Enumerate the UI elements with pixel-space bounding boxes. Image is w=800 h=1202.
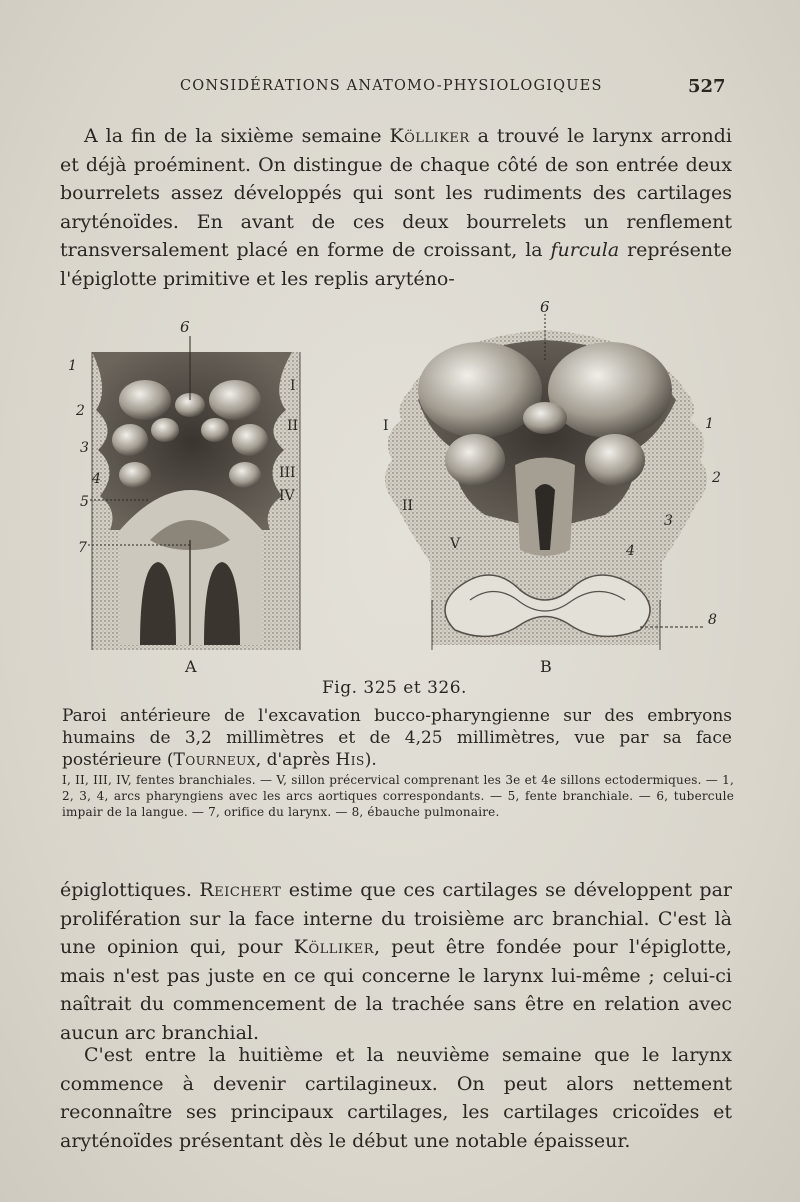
paragraph-3: C'est entre la huitième et la neuvième semaine que le larynx commence à devenir cartilagineux. On peut alors nettement reconnaître ses principaux cartilages, les cartilages cricoïdes et aryténoïdes présentant dès le début une notable épaisseur.: [60, 1044, 732, 1152]
paragraph-2: [60, 876, 732, 1048]
label-b-3: 3: [664, 513, 673, 529]
author-name: Kölliker: [389, 125, 470, 147]
label-a-4: 4: [92, 471, 101, 487]
panel-a-label: A: [185, 657, 197, 676]
author-reichert: Reichert: [199, 879, 282, 901]
label-b-roman-5: V: [450, 536, 461, 552]
label-a-6: 6: [180, 318, 190, 336]
label-a-1: 1: [68, 358, 77, 374]
label-b-roman-2: II: [402, 498, 414, 514]
caption-text-a: Paroi antérieure de l'excavation bucco-pharyngienne sur des embryons humains de 3,2 millimètres et de 4,25 millimètres, vue par sa face postérieure (: [62, 706, 732, 770]
paragraph-1: [60, 122, 732, 294]
running-title: CONSIDÉRATIONS ANATOMO-PHYSIOLOGIQUES: [180, 78, 603, 94]
label-b-1: 1: [705, 416, 714, 432]
panel-b-drawing: [385, 314, 707, 650]
figure-325-326: [0, 300, 800, 690]
figure-legend: I, II, III, IV, fentes branchiales. — V, sillon précervical comprenant les 3e et 4e sillons ectodermiques. — 1, 2, 3, 4, arcs pharyngiens avec les arcs aortiques correspondants. — 5, fente branchiale. — 6, tubercule impair de la langue. — 7, orifice du larynx. — 8, ébauche pulmonaire.: [62, 773, 734, 819]
caption-text: [62, 705, 732, 771]
label-a-roman-3: III: [279, 465, 296, 481]
page-header: [0, 78, 800, 102]
label-a-roman-2: II: [287, 418, 299, 434]
label-a-7: 7: [78, 540, 87, 556]
embryo-figures-drawing: [0, 300, 800, 690]
paragraph-2-text-b: estime que ces cartilages se développent par prolifération sur la face interne du troisième arc branchial. C'est là une opinion qui, pour: [60, 879, 732, 959]
label-a-roman-1: I: [290, 378, 296, 394]
paragraph-1-text-c: représente l'épiglotte primitive et les replis aryténo-: [60, 239, 732, 290]
paragraph-2-text-a: épiglottiques.: [60, 879, 200, 901]
author-kolliker: Kölliker: [293, 936, 375, 959]
page-number: 527: [688, 76, 726, 97]
paragraph-2-text-c: , peut être fondée pour l'épiglotte, mais n'est pas juste en ce qui concerne le larynx lui-même ; celui-ci naîtrait du commencement de la trachée sans être en relation avec aucun arc branchial.: [60, 936, 732, 1044]
label-a-3: 3: [80, 440, 89, 456]
label-b-2: 2: [712, 470, 721, 486]
paragraph-1-text-b: a trouvé le larynx arrondi et déjà proéminent. On distingue de chaque côté de son entrée deux bourrelets assez développés qui sont les rudiments des cartilages aryténoïdes. En avant de ces deux bourrelets un renflement transversalement placé en forme de croissant, la: [60, 125, 732, 262]
label-a-2: 2: [76, 403, 85, 419]
caption-text-c: ).: [364, 750, 377, 770]
label-b-4: 4: [626, 543, 635, 559]
panel-b-label: B: [540, 657, 552, 676]
label-b-8: 8: [708, 612, 717, 628]
label-b-6: 6: [540, 300, 550, 316]
figure-number: Fig. 325 et 326.: [322, 678, 467, 698]
caption-text-b: , d'après: [255, 750, 336, 770]
caption-author-2: His: [335, 750, 365, 770]
caption-author-1: Tourneux: [173, 750, 256, 770]
label-a-5: 5: [80, 494, 89, 510]
paragraph-1-text-a: A la fin de la sixième semaine: [84, 125, 390, 147]
panel-a-drawing: [88, 336, 300, 650]
furcula-term: furcula: [550, 239, 620, 262]
label-a-roman-4: IV: [279, 488, 295, 504]
label-b-roman-1: I: [383, 418, 389, 434]
